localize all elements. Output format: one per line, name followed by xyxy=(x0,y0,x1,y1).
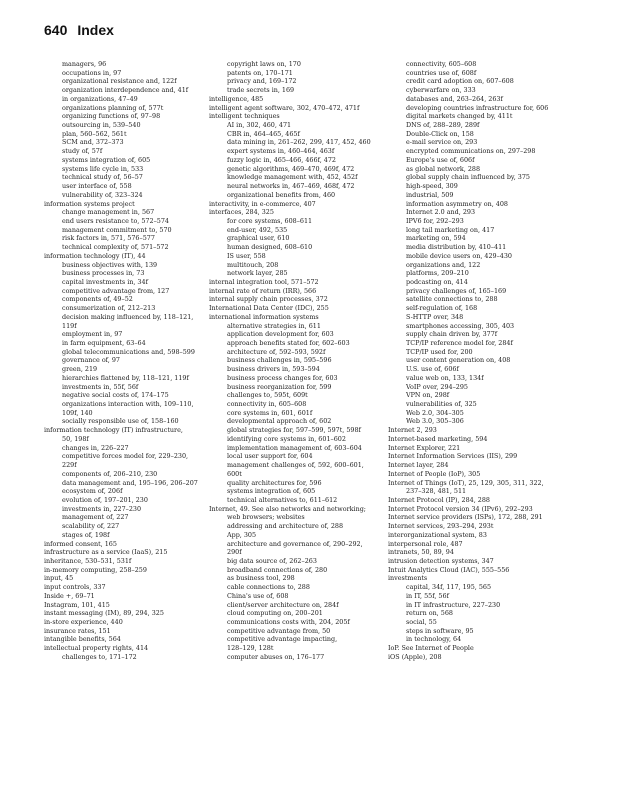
index-entry: informed consent, 165 xyxy=(44,539,117,548)
index-subentry: 600t xyxy=(227,469,242,478)
index-entry: Internet Information Services (IIS), 299 xyxy=(388,452,518,461)
index-subentry: connectivity in, 605–608 xyxy=(227,400,307,409)
index-subentry: organizations interaction with, 109–110, xyxy=(62,400,194,409)
index-entry: Internet Explorer, 221 xyxy=(388,443,461,452)
index-subentry: organizational benefits from, 460 xyxy=(227,190,336,199)
page-title: Index xyxy=(77,22,114,38)
index-subentry: in IT infrastructure, 227–230 xyxy=(406,600,501,609)
index-subentry: Europe's use of, 606f xyxy=(406,155,475,164)
index-subentry: in IT, 55f, 56f xyxy=(406,591,449,600)
index-subentry: management commitment to, 570 xyxy=(62,225,172,234)
index-subentry: organization interdependence and, 41f xyxy=(62,86,189,95)
index-subentry: neural networks in, 467–469, 468f, 472 xyxy=(227,182,355,191)
index-subentry: data management and, 195–196, 206–207 xyxy=(62,478,198,487)
index-entry: intranets, 50, 89, 94 xyxy=(388,548,454,557)
index-subentry: 119f xyxy=(62,321,77,330)
index-subentry: technical complexity of, 571–572 xyxy=(62,243,169,252)
index-entry: interorganizational system, 83 xyxy=(388,530,487,539)
index-subentry: human designed, 608–610 xyxy=(227,243,313,252)
index-entry: Internet services, 293–294, 293t xyxy=(388,522,494,531)
index-entry: information technology (IT) infrastructure, xyxy=(44,426,183,435)
index-entry: input controls, 337 xyxy=(44,583,106,592)
index-subentry: stages of, 198f xyxy=(62,530,110,539)
index-entry: insurance rates, 151 xyxy=(44,626,111,635)
index-subentry: data mining in, 261–262, 299, 417, 452, 460 xyxy=(227,138,371,147)
index-subentry: organizational resistance and, 122f xyxy=(62,77,177,86)
index-subentry: privacy challenges of, 165–169 xyxy=(406,286,507,295)
index-subentry: S-HTTP over, 348 xyxy=(406,312,464,321)
index-subentry: for core systems, 608–611 xyxy=(227,216,313,225)
index-subentry: platforms, 209–210 xyxy=(406,269,469,278)
index-subentry: business drivers in, 593–594 xyxy=(227,365,320,374)
index-subentry: end-user, 492, 535 xyxy=(227,225,288,234)
index-subentry: patents on, 170–171 xyxy=(227,68,293,77)
index-entry: iOS (Apple), 208 xyxy=(388,652,442,661)
index-subentry: marketing on, 594 xyxy=(406,234,466,243)
index-subentry: TCP/IP used for, 200 xyxy=(406,347,473,356)
index-subentry: Web 2.0, 304–305 xyxy=(406,408,464,417)
index-subentry: decision making influenced by, 118–121, xyxy=(62,312,194,321)
index-subentry: vulnerability of, 323–324 xyxy=(62,190,143,199)
index-subentry: competitive advantage from, 127 xyxy=(62,286,170,295)
index-subentry: investments in, 55f, 56f xyxy=(62,382,139,391)
index-subentry: VPN on, 298f xyxy=(406,391,450,400)
index-subentry: systems integration of, 605 xyxy=(62,155,151,164)
index-subentry: organizations planning of, 577t xyxy=(62,103,164,112)
index-subentry: plan, 560–562, 561t xyxy=(62,129,127,138)
index-entry: instant messaging (IM), 89, 294, 325 xyxy=(44,609,164,618)
index-entry: Intuit Analytics Cloud (IAC), 555–556 xyxy=(388,565,510,574)
index-subentry: consumerization of, 212–213 xyxy=(62,304,156,313)
index-subentry: IS user, 558 xyxy=(227,251,266,260)
index-subentry: App, 305 xyxy=(227,530,257,539)
index-subentry: Web 3.0, 305–306 xyxy=(406,417,464,426)
index-subentry: knowledge management with, 452, 452f xyxy=(227,173,358,182)
index-entry: Internet 2, 293 xyxy=(388,426,437,435)
index-subentry: fuzzy logic in, 465–466, 466f, 472 xyxy=(227,155,336,164)
index-column-1 xyxy=(44,60,234,662)
index-subentry: systems integration of, 605 xyxy=(227,487,316,496)
index-subentry: negative social costs of, 174–175 xyxy=(62,391,169,400)
index-subentry: employment in, 97 xyxy=(62,330,123,339)
index-subentry: cloud computing on, 200–201 xyxy=(227,609,323,618)
index-subentry: evolution of, 197–201, 230 xyxy=(62,495,148,504)
index-subentry: long tail marketing on, 417 xyxy=(406,225,495,234)
index-subentry: VoIP over, 294–295 xyxy=(406,382,468,391)
index-subentry: satellite connections to, 288 xyxy=(406,295,498,304)
index-subentry: 128–129, 128t xyxy=(227,644,274,653)
index-subentry: expert systems in, 460–464, 463f xyxy=(227,147,335,156)
index-subentry: organizations and, 122 xyxy=(406,260,481,269)
index-subentry: computer abuses on, 176–177 xyxy=(227,652,325,661)
index-subentry: ecosystem of, 206f xyxy=(62,487,123,496)
index-subentry: developmental approach of, 602 xyxy=(227,417,332,426)
index-subentry: competitive forces model for, 229–230, xyxy=(62,452,189,461)
index-subentry: smartphones accessing, 305, 403 xyxy=(406,321,515,330)
index-entry: in-memory computing, 258–259 xyxy=(44,565,147,574)
index-subentry: mobile device users on, 429–430 xyxy=(406,251,512,260)
index-subentry: approach benefits stated for, 602–603 xyxy=(227,339,350,347)
index-subentry: global strategies for, 597–599, 597t, 598f xyxy=(227,426,361,435)
index-subentry: capital, 34f, 117, 195, 565 xyxy=(406,583,492,592)
index-subentry: return on, 568 xyxy=(406,609,453,618)
index-subentry: global telecommunications and, 598–599 xyxy=(62,347,195,356)
index-subentry: network layer, 285 xyxy=(227,269,288,278)
index-subentry: databases and, 263–264, 263f xyxy=(406,94,503,103)
index-subentry: user interface of, 558 xyxy=(62,182,132,191)
index-subentry: scalability of, 227 xyxy=(62,522,120,531)
index-subentry: Double-Click on, 158 xyxy=(406,129,474,138)
index-subentry: in farm equipment, 63–64 xyxy=(62,339,146,347)
index-subentry: encrypted communications on, 297–298 xyxy=(406,147,536,156)
index-entry: Internet layer, 284 xyxy=(388,461,449,470)
index-subentry: high-speed, 309 xyxy=(406,182,458,191)
index-entry: internal integration tool, 571–572 xyxy=(209,277,319,286)
index-subentry: business challenges in, 595–596 xyxy=(227,356,332,365)
index-subentry: socially responsible use of, 158–160 xyxy=(62,417,179,426)
index-subentry: as global network, 288 xyxy=(406,164,481,173)
index-entry: interpersonal role, 487 xyxy=(388,539,463,548)
index-entry: Instagram, 101, 415 xyxy=(44,600,110,609)
index-subentry: capital investments in, 34f xyxy=(62,277,148,286)
index-subentry: identifying core systems in, 601–602 xyxy=(227,434,346,443)
index-subentry: podcasting on, 414 xyxy=(406,277,468,286)
index-subentry: technical study of, 56–57 xyxy=(62,173,143,182)
index-subentry: e-mail service on, 293 xyxy=(406,138,478,147)
index-subentry: study of, 57f xyxy=(62,147,103,156)
index-subentry: organizing functions of, 97–98 xyxy=(62,112,161,121)
index-subentry: vulnerabilities of, 325 xyxy=(406,400,477,409)
index-subentry: DNS of, 288–289, 289f xyxy=(406,121,480,130)
index-entry: internal rate of return (IRR), 566 xyxy=(209,286,317,295)
index-subentry: broadband connections of, 280 xyxy=(227,565,328,574)
index-entry: interactivity, in e-commerce, 407 xyxy=(209,199,316,208)
index-subentry: competitive advantage impacting, xyxy=(227,635,338,644)
index-subentry: alternative strategies in, 611 xyxy=(227,321,321,330)
index-subentry: supply chain driven by, 377f xyxy=(406,330,498,339)
index-subentry: communications costs with, 204, 205f xyxy=(227,618,350,626)
index-entry: input, 45 xyxy=(44,574,74,583)
index-subentry: application development for, 603 xyxy=(227,330,334,339)
index-subentry: multitouch, 208 xyxy=(227,260,279,269)
index-subentry: risk factors in, 571, 576–577 xyxy=(62,234,155,243)
index-subentry: genetic algorithms, 469–470, 469f, 472 xyxy=(227,164,355,173)
index-subentry: outsourcing in, 539–540 xyxy=(62,121,141,130)
index-entry: information systems project xyxy=(44,199,135,208)
index-entry: information technology (IT), 44 xyxy=(44,251,146,260)
index-subentry: Internet 2.0 and, 293 xyxy=(406,208,476,217)
index-subentry: implementation management of, 603–604 xyxy=(227,443,362,452)
index-columns xyxy=(44,60,600,780)
index-subentry: countries use of, 608f xyxy=(406,68,477,77)
index-entry: investments xyxy=(388,574,428,583)
index-subentry: in organizations, 47–49 xyxy=(62,94,138,103)
index-subentry: business processes in, 73 xyxy=(62,269,145,278)
index-subentry: managers, 96 xyxy=(62,60,107,68)
index-entry: Internet-based marketing, 594 xyxy=(388,434,488,443)
index-subentry: in technology, 64 xyxy=(406,635,462,644)
index-entry: intelligent agent software, 302, 470–472, 471f xyxy=(209,103,360,112)
index-subentry: global supply chain influenced by, 375 xyxy=(406,173,530,182)
index-subentry: architecture of, 592–593, 592f xyxy=(227,347,326,356)
index-entry: Internet, 49. See also networks and networking; xyxy=(209,504,366,513)
index-subentry: digital markets changed by, 411t xyxy=(406,112,513,121)
index-subentry: web browsers; websites xyxy=(227,513,305,522)
index-entry: intelligence, 485 xyxy=(209,94,264,103)
index-subentry: graphical user, 610 xyxy=(227,234,290,243)
index-subentry: components of, 49–52 xyxy=(62,295,133,304)
index-subentry: business reorganization for, 599 xyxy=(227,382,332,391)
index-subentry: change management in, 567 xyxy=(62,208,155,217)
index-entry: intellectual property rights, 414 xyxy=(44,644,149,653)
index-subentry: developing countries infrastructure for, 606 xyxy=(406,103,549,112)
index-subentry: U.S. use of, 606f xyxy=(406,365,459,374)
index-subentry: IPV6 for, 292–293 xyxy=(406,216,464,225)
index-entry: internal supply chain processes, 372 xyxy=(209,295,328,304)
index-subentry: 229f xyxy=(62,461,77,470)
index-subentry: trade secrets in, 169 xyxy=(227,86,295,95)
index-subentry: architecture and governance of, 290–292, xyxy=(227,539,363,548)
index-subentry: value web on, 133, 134f xyxy=(406,373,484,382)
index-entry: Internet service providers (ISPs), 172, 288, 291 xyxy=(388,513,543,522)
index-subentry: AI in, 302, 460, 471 xyxy=(227,121,292,130)
index-entry: inheritance, 530–531, 531f xyxy=(44,556,132,565)
index-subentry: management challenges of, 592, 600–601, xyxy=(227,461,364,470)
index-entry: interfaces, 284, 325 xyxy=(209,208,274,217)
index-subentry: challenges to, 595t, 609t xyxy=(227,391,308,400)
index-entry: intrusion detection systems, 347 xyxy=(388,556,494,565)
index-subentry: 237–328, 481, 511 xyxy=(406,487,467,496)
index-entry: Internet Protocol version 34 (IPv6), 292–293 xyxy=(388,504,533,513)
index-subentry: SCM and, 372–373 xyxy=(62,138,124,147)
index-subentry: business process changes for, 603 xyxy=(227,373,338,382)
index-subentry: 50, 198f xyxy=(62,434,89,443)
index-entry: international information systems xyxy=(209,312,319,321)
index-subentry: core systems in, 601, 601f xyxy=(227,408,313,417)
index-subentry: management of, 227 xyxy=(62,513,129,522)
index-subentry: investments in, 227–230 xyxy=(62,504,142,513)
index-subentry: TCP/IP reference model for, 284f xyxy=(406,339,513,347)
index-subentry: as business tool, 298 xyxy=(227,574,295,583)
index-subentry: local user support for, 604 xyxy=(227,452,313,461)
index-entry: infrastructure as a service (IaaS), 215 xyxy=(44,548,168,557)
index-entry: intangible benefits, 564 xyxy=(44,635,121,644)
index-entry: intelligent techniques xyxy=(209,112,280,121)
index-subentry: quality architectures for, 596 xyxy=(227,478,322,487)
index-subentry: China's use of, 608 xyxy=(227,591,289,600)
index-entry: Internet of Things (IoT), 25, 129, 305, 311, 322, xyxy=(388,478,544,487)
index-subentry: credit card adoption on, 607–608 xyxy=(406,77,514,86)
index-subentry: competitive advantage from, 50 xyxy=(227,626,331,635)
index-subentry: user content generation on, 408 xyxy=(406,356,511,365)
page-header xyxy=(44,22,114,38)
index-subentry: cyberwarfare on, 333 xyxy=(406,86,476,95)
index-subentry: media distribution by, 410–411 xyxy=(406,243,507,252)
index-subentry: steps in software, 95 xyxy=(406,626,474,635)
index-subentry: changes in, 226–227 xyxy=(62,443,129,452)
index-subentry: social, 55 xyxy=(406,618,437,626)
index-subentry: client/server architecture on, 284f xyxy=(227,600,339,609)
index-subentry: components of, 206–210, 230 xyxy=(62,469,158,478)
index-subentry: green, 219 xyxy=(62,365,98,374)
index-subentry: information asymmetry on, 408 xyxy=(406,199,508,208)
index-subentry: technical alternatives to, 611–612 xyxy=(227,495,338,504)
index-subentry: systems life cycle in, 533 xyxy=(62,164,144,173)
index-subentry: CBR in, 464–465, 465f xyxy=(227,129,300,138)
index-column-2 xyxy=(209,60,399,662)
index-subentry: addressing and architecture of, 288 xyxy=(227,522,344,531)
page-number: 640 xyxy=(44,22,68,38)
index-subentry: privacy and, 169–172 xyxy=(227,77,297,86)
index-entry: IoP. See Internet of People xyxy=(388,644,474,653)
index-subentry: hierarchies flattened by, 118–121, 119f xyxy=(62,373,189,382)
index-entry: Internet Protocol (IP), 284, 288 xyxy=(388,495,490,504)
index-subentry: business objectives with, 139 xyxy=(62,260,158,269)
index-subentry: industrial, 509 xyxy=(406,190,454,199)
index-entry: Inside +, 69–71 xyxy=(44,591,95,600)
index-subentry: end users resistance to, 572–574 xyxy=(62,216,169,225)
index-subentry: connectivity, 605–608 xyxy=(406,60,477,68)
index-subentry: 109f, 140 xyxy=(62,408,93,417)
index-entry: International Data Center (IDC), 255 xyxy=(209,304,329,313)
index-entry: in-store experience, 440 xyxy=(44,618,123,626)
index-entry: Internet of People (IoP), 305 xyxy=(388,469,481,478)
index-subentry: cable connections to, 288 xyxy=(227,583,310,592)
index-column-3 xyxy=(388,60,578,662)
index-subentry: big data source of, 262–263 xyxy=(227,556,317,565)
index-subentry: occupations in, 97 xyxy=(62,68,122,77)
index-subentry: challenges to, 171–172 xyxy=(62,652,137,661)
index-subentry: 290f xyxy=(227,548,242,557)
index-subentry: governance of, 97 xyxy=(62,356,120,365)
index-subentry: copyright laws on, 170 xyxy=(227,60,301,68)
index-subentry: self-regulation of, 168 xyxy=(406,304,478,313)
